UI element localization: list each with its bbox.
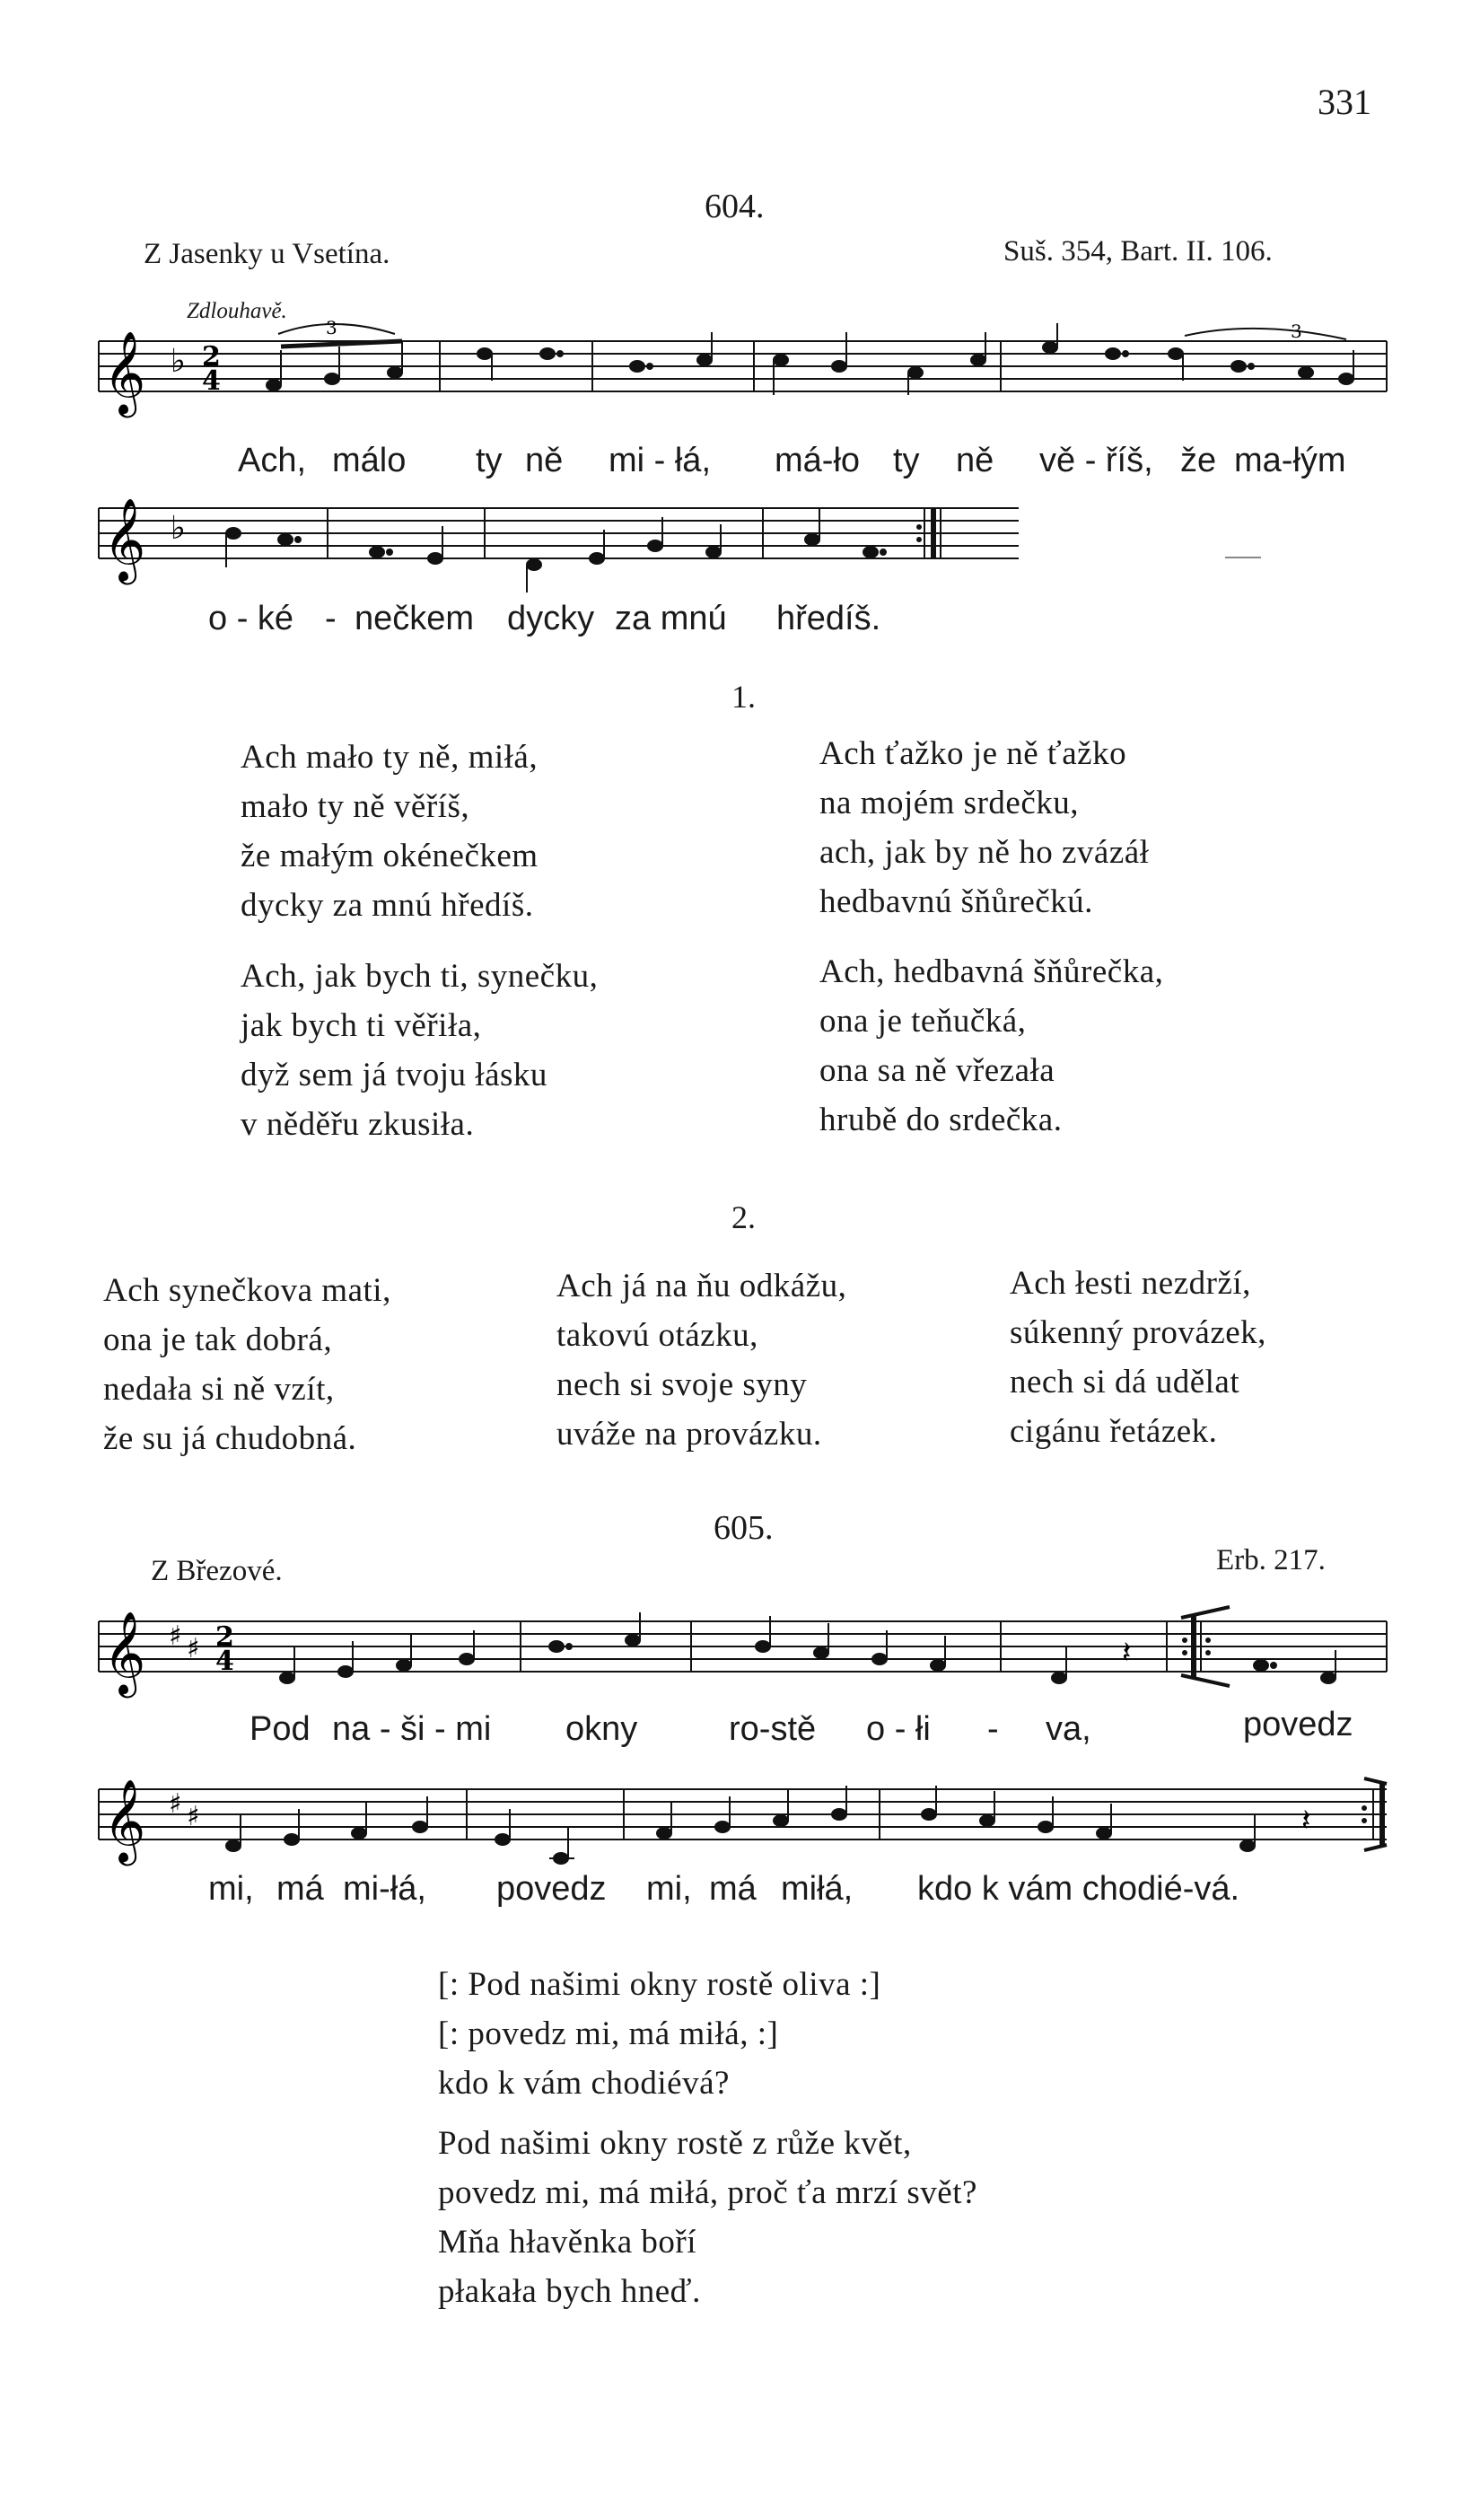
lyric-syllable: povedz <box>1243 1706 1353 1743</box>
lyric-syllable: mi, <box>646 1870 692 1908</box>
tempo-marking: Zdlouhavě. <box>187 299 287 323</box>
lyric-syllable: Pod <box>250 1710 311 1748</box>
time-signature-bottom: 4 <box>202 365 221 397</box>
rest-icon: 𝄽 <box>1301 1803 1311 1839</box>
sharp-icon: ♯ <box>169 1788 182 1820</box>
stanza-line: mało ty ně věříš, <box>241 788 470 825</box>
stanza <box>819 947 1163 1145</box>
lyric-syllable: Ach, <box>238 442 307 479</box>
lyric-syllable: vě - říš, <box>1039 442 1153 479</box>
lyric-syllable: kdo k vám chodié-vá. <box>917 1870 1240 1908</box>
lyric-syllable: - <box>987 1710 999 1748</box>
lyric-syllable: ro-stě <box>729 1710 817 1748</box>
lyric-syllable: povedz <box>496 1870 607 1908</box>
rest-icon: 𝄽 <box>1122 1635 1132 1671</box>
stanza-line: hedbavnú šňůrečkú. <box>819 883 1093 920</box>
song-reference: Erb. 217. <box>1216 1544 1326 1576</box>
stanza <box>438 1960 880 2108</box>
lyric-syllable: ně <box>956 442 994 479</box>
time-signature-top: 2 <box>202 341 221 373</box>
sharp-icon: ♯ <box>187 1801 200 1832</box>
lyric-syllable: okny <box>565 1710 638 1748</box>
stanza-line: že su já chudobná. <box>103 1420 357 1457</box>
lyric-syllable: o - ké <box>208 600 294 637</box>
stanza-line: Mňa hłavěnka boří <box>438 2224 696 2261</box>
lyric-syllable: ně <box>525 442 564 479</box>
lyric-syllable: za mnú <box>615 600 727 637</box>
stanza-line: nech si dá udělat <box>1010 1364 1240 1400</box>
verse-number: 1. <box>731 679 756 715</box>
stanza-line: že małým okénečkem <box>241 838 539 874</box>
lyric-syllable: dycky <box>507 600 595 637</box>
lyric-syllable: má-ło <box>775 442 861 479</box>
stanza-line: jak bych ti věřiła, <box>241 1007 482 1044</box>
stanza-line: Ach, jak bych ti, synečku, <box>241 958 599 995</box>
lyric-syllable: mi-łá, <box>343 1870 426 1908</box>
stanza <box>556 1261 846 1459</box>
stanza-line: Ach mało ty ně, miłá, <box>241 739 539 776</box>
song-number: 604. <box>705 188 765 225</box>
song-origin: Z Jasenky u Vsetína. <box>144 238 390 270</box>
stanza-line: ach, jak by ně ho zvázáł <box>819 834 1150 871</box>
stanza-line: Pod našimi okny rostě z růže květ, <box>438 2125 912 2162</box>
sharp-icon: ♯ <box>187 1633 200 1664</box>
stanza <box>1010 1259 1266 1456</box>
stanza-line: dyž sem já tvoju łásku <box>241 1057 547 1093</box>
stanza-line: ona sa ně vřezała <box>819 1052 1055 1089</box>
stanza-line: [: povedz mi, má miłá, :] <box>438 2015 779 2052</box>
lyric-syllable: málo <box>332 442 407 479</box>
stanza <box>438 2119 977 2316</box>
divider <box>1225 557 1261 558</box>
lyric-syllable: mi - łá, <box>609 442 711 479</box>
time-signature-bottom: 4 <box>215 1646 234 1677</box>
lyric-syllable: má <box>709 1870 757 1908</box>
stanza-line: kdo k vám chodiévá? <box>438 2065 730 2102</box>
stanza-line: povedz mi, má miłá, proč ťa mrzí svět? <box>438 2174 977 2211</box>
lyric-syllable: ma-łým <box>1234 442 1346 479</box>
lyric-syllable: na - ši - mi <box>332 1710 492 1748</box>
song-origin: Z Březové. <box>151 1555 283 1587</box>
stanza-line: nech si svoje syny <box>556 1366 808 1403</box>
lyric-syllable: mi, <box>208 1870 254 1908</box>
lyric-syllable: - <box>325 600 337 637</box>
stanza-line: [: Pod našimi okny rostě oliva :] <box>438 1966 881 2003</box>
treble-clef-icon: 𝄞 <box>103 1611 146 1694</box>
stanza-line: Ach, hedbavná šňůrečka, <box>819 953 1164 990</box>
lyric-syllable: má <box>276 1870 324 1908</box>
stanza <box>103 1266 391 1463</box>
stanza-line: takovú otázku, <box>556 1317 758 1354</box>
tuplet-mark: 3 <box>1291 320 1302 342</box>
lyric-syllable: ty <box>476 442 503 479</box>
stanza-line: ona je teňučká, <box>819 1003 1027 1040</box>
lyric-syllable: že <box>1180 442 1217 479</box>
page-number: 331 <box>1318 82 1371 122</box>
treble-clef-icon: 𝄞 <box>103 330 146 414</box>
sharp-icon: ♯ <box>169 1620 182 1652</box>
song-reference: Suš. 354, Bart. II. 106. <box>1003 235 1273 268</box>
stanza-line: hrubě do srdečka. <box>819 1102 1063 1138</box>
lyric-syllable: nečkem <box>355 600 475 637</box>
stanza-line: v něděřu zkusiła. <box>241 1106 475 1143</box>
treble-clef-icon: 𝄞 <box>103 497 146 581</box>
lyric-syllable: o - łi <box>866 1710 931 1748</box>
lyric-syllable: hředíš. <box>776 600 881 637</box>
stanza-line: Ach ťažko je ně ťažko <box>819 735 1127 772</box>
stanza-line: nedała si ně vzít, <box>103 1371 335 1408</box>
stanza-line: na mojém srdečku, <box>819 785 1079 821</box>
music-staff <box>0 1589 1480 1715</box>
stanza <box>241 952 598 1149</box>
song-number: 605. <box>714 1509 774 1547</box>
tuplet-mark: 3 <box>326 317 337 338</box>
lyric-syllable: ty <box>893 442 920 479</box>
flat-icon: ♭ <box>171 343 186 380</box>
stanza-line: cigánu řetázek. <box>1010 1413 1218 1450</box>
stanza-line: súkenný provázek, <box>1010 1314 1266 1351</box>
lyric-syllable: miłá, <box>781 1870 854 1908</box>
time-signature-top: 2 <box>215 1621 234 1653</box>
stanza-line: Ach já na ňu odkážu, <box>556 1268 847 1304</box>
stanza <box>819 729 1149 926</box>
stanza <box>241 733 539 930</box>
verse-number: 2. <box>731 1199 756 1235</box>
stanza-line: płakała bych hneď. <box>438 2273 701 2310</box>
stanza-line: ona je tak dobrá, <box>103 1321 333 1358</box>
stanza-line: Ach synečkova mati, <box>103 1272 391 1309</box>
lyric-syllable: va, <box>1046 1710 1091 1748</box>
treble-clef-icon: 𝄞 <box>103 1778 146 1862</box>
stanza-line: Ach łesti nezdrží, <box>1010 1265 1251 1302</box>
music-staff <box>0 314 1480 440</box>
stanza-line: uváže na provázku. <box>556 1416 822 1453</box>
flat-icon: ♭ <box>171 510 186 547</box>
music-staff <box>0 485 1480 610</box>
stanza-line: dycky za mnú hředíš. <box>241 887 534 924</box>
